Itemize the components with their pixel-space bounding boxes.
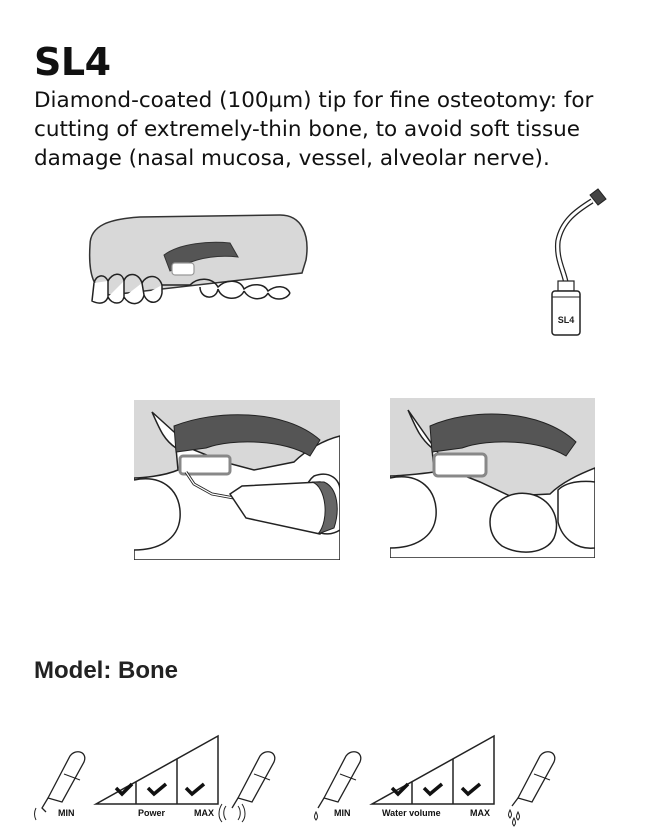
power-scale bbox=[30, 728, 292, 828]
sl4-tip-illustration bbox=[540, 185, 610, 340]
tip-label: SL4 bbox=[557, 315, 575, 325]
power-max-label: MAX bbox=[194, 808, 214, 818]
power-center-label: Power bbox=[138, 808, 166, 818]
water-min-label: MIN bbox=[334, 808, 351, 818]
water-max-label: MAX bbox=[470, 808, 490, 818]
product-code-title: SL4 bbox=[34, 40, 111, 84]
osteotomy-cutting-illustration bbox=[134, 400, 340, 560]
water-max-icon bbox=[509, 752, 555, 826]
water-center-label: Water volume bbox=[382, 808, 441, 818]
product-description: Diamond-coated (100µm) tip for fine osteotomy: for cutting of extremely-thin bone, to avoid soft tissue damage (nasal mucosa, vessel, alveolar nerve). bbox=[34, 88, 594, 171]
model-label: Model: Bone bbox=[34, 657, 178, 684]
handpiece-max-icon bbox=[219, 752, 275, 822]
osteotomy-window-illustration bbox=[390, 398, 595, 558]
power-min-label: MIN bbox=[58, 808, 75, 818]
jaw-overview-illustration bbox=[80, 205, 320, 315]
water-volume-scale bbox=[306, 728, 568, 828]
